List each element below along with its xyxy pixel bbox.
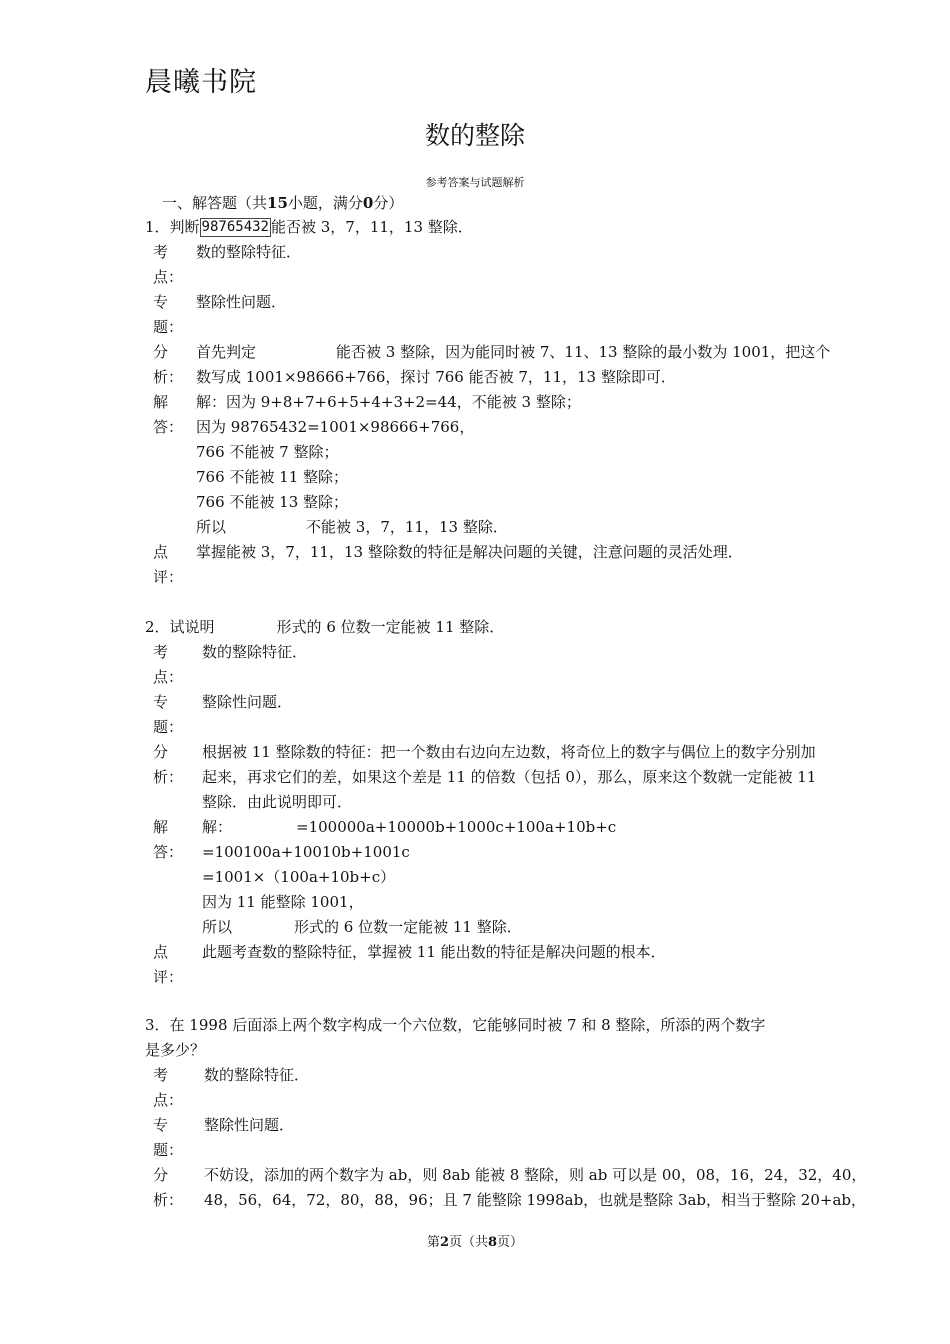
q2-kaodian: 数的整除特征． [202,643,308,661]
q2-jieda-5: 所以 形式的 6 位数一定能被 11 整除． [202,918,522,936]
q1-zhuanti: 整除性问题． [196,293,287,311]
q2-jieda-3: =1001×（100a+10b+c） [202,868,396,886]
q3-kaodian: 数的整除特征． [204,1066,310,1084]
q3-stem-2: 是多少？ [145,1041,206,1059]
q2-dianping: 此题考查数的整除特征，掌握被 11 能出数的特征是解决问题的根本． [202,943,666,961]
q2-jieda-1: 解： =100000a+10000b+1000c+100a+10b+c [202,818,617,836]
q2-fenxi-1: 根据被 11 整除数的特征：把一个数由右边向左边数，将奇位上的数字与偶位上的数字分别加 [202,743,816,761]
q1-fenxi-1: 首先判定 能否被 3 整除，因为能同时被 7、11、13 整除的最小数为 1001，把这个 [196,343,831,361]
label-zhuanti: 专 [153,293,169,311]
brand-name: 晨曦书院 [145,67,257,98]
label-kaodian: 考 [153,243,169,261]
q1-jieda-3: 766 不能被 7 整除； [196,443,339,461]
q1-jieda-4: 766 不能被 11 整除； [196,468,349,486]
label-dianping: 点 [153,543,169,561]
q1-jieda-5: 766 不能被 13 整除； [196,493,349,511]
q3-zhuanti: 整除性问题． [204,1116,295,1134]
q1-dianping: 掌握能被 3，7，11，13 整除数的特征是解决问题的关键，注意问题的灵活处理． [196,543,743,561]
q1-kaodian: 数的整除特征． [196,243,302,261]
q1-jieda-2: 因为 98765432=1001×98666+766， [196,418,475,436]
page-footer: 第2页（共8页） [426,1235,524,1250]
q2-fenxi-3: 整除．由此说明即可． [202,793,353,811]
q2-zhuanti: 整除性问题． [202,693,293,711]
total-pages: 8 [488,1235,498,1250]
q3-fenxi-1: 不妨设，添加的两个数字为 ab，则 8ab 能被 8 整除，则 ab 可以是 00，08，16，24，32，40， [204,1166,867,1184]
page-subtitle: 参考答案与试题解析 [425,176,525,189]
q1-jieda-6: 所以 不能被 3，7，11，13 整除． [196,518,508,536]
q1-jieda-1: 解：因为 9+8+7+6+5+4+3+2=44，不能被 3 整除； [196,393,581,411]
q3-fenxi-2: 48，56，64，72，80，88，96；且 7 能整除 1998ab，也就是整除 3ab，相当于整除 20+ab， [204,1191,867,1209]
q3-stem-1: 3．在 1998 后面添上两个数字构成一个六位数，它能够同时被 7 和 8 整除，所添的两个数字 [145,1016,766,1034]
q2-jieda-2: =100100a+10010b+1001c [202,843,410,861]
label-fenxi: 分 [153,343,169,361]
q1-stem: 1．判断 98765432 能否被 3，7，11，13 整除． [145,218,473,236]
q2-fenxi-2: 起来，再求它们的差，如果这个差是 11 的倍数（包括 0），那么，原来这个数就一定能被 11 [202,768,817,786]
q1-number-box: 98765432 [201,219,269,235]
current-page: 2 [439,1235,449,1250]
page-title: 数的整除 [424,121,525,150]
label-jieda: 解 [153,393,169,411]
q2-stem: 2．试说明 形式的 6 位数一定能被 11 整除． [145,618,505,636]
q2-jieda-4: 因为 11 能整除 1001， [202,893,364,911]
section-heading: 一、解答题（共15小题，满分0分） [162,194,404,212]
q1-fenxi-2: 数写成 1001×98666+766，探讨 766 能否被 7，11，13 整除即可． [196,368,676,386]
